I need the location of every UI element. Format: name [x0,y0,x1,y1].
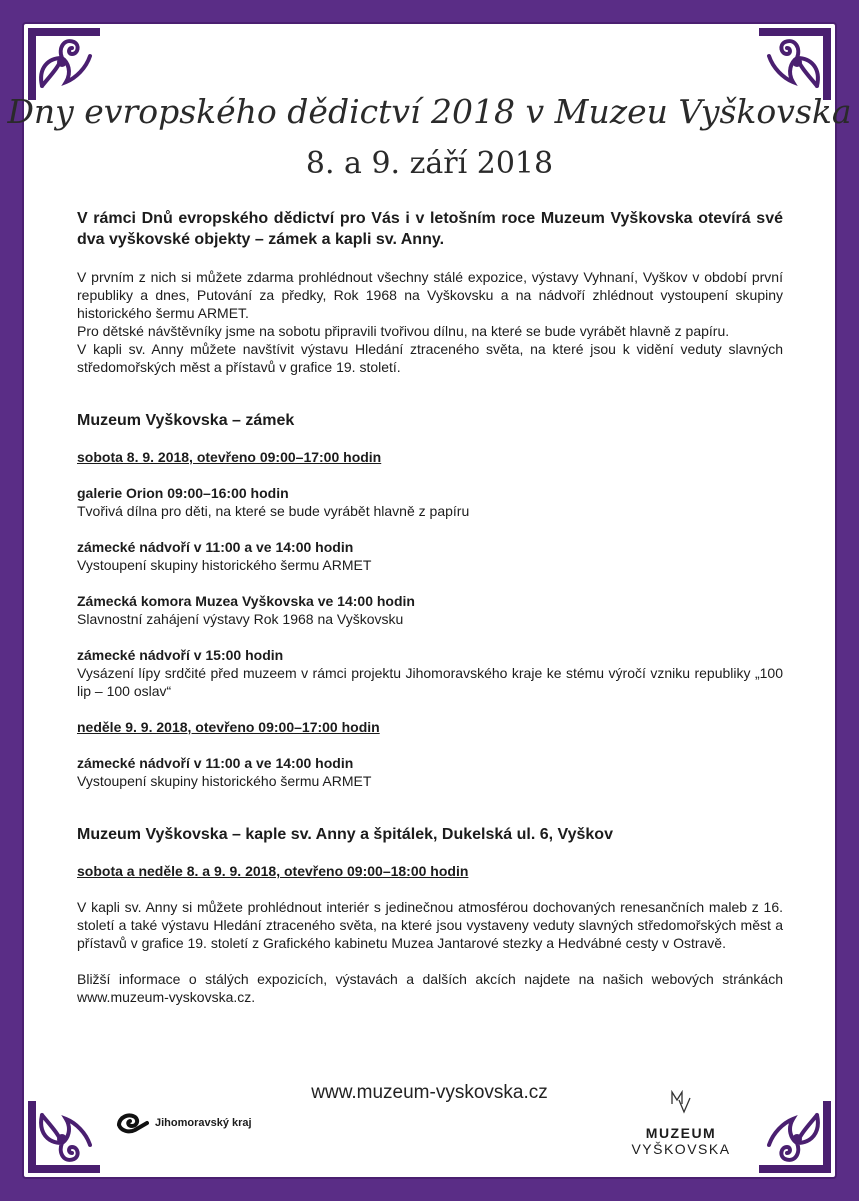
fleur-de-lis-corner-icon [759,1101,831,1173]
event-desc: Vystoupení skupiny historického šermu ARMET [77,773,372,789]
muzeum-vyskovska-logo [606,1090,756,1157]
event-time: zámecké nádvoří v 11:00 a ve 14:00 hodin [77,755,354,771]
event-time: galerie Orion 09:00–16:00 hodin [77,485,289,501]
logo-text: MUZEUM VYŠKOVSKA [631,1125,731,1157]
event-dates: 8. a 9. září 2018 [305,146,554,181]
fleur-de-lis-corner-icon [759,28,831,100]
event-desc: Vystoupení skupiny historického šermu ARMET [77,557,372,573]
page-title: Dny evropského dědictví 2018 v Muzeu Vyškovska [7,92,852,131]
event-desc: Vysázení lípy srdčité před muzeem v rámci projektu Jihomoravského kraje ke stému výročí vzniku republiky „100 lip – 100 oslav“ [77,665,783,699]
event-item [77,754,783,790]
event-time: zámecké nádvoří v 11:00 a ve 14:00 hodin [77,539,354,555]
section-title-zamek: Muzeum Vyškovska – zámek [77,412,295,429]
paragraph: V prvním z nich si můžete zdarma prohlédnout všechny stálé expozice, výstavy Vyhnaní, Vyškov v období první republiky a dnes, Putování za předky, Rok 1968 na Vyškovsku a na nádvoří zhlédnout vystoupení skupiny historického šermu ARMET. [77,269,783,321]
muzeum-vyskovska-monogram-icon [670,1090,692,1114]
date-sunday: neděle 9. 9. 2018, otevřeno 09:00–17:00 hodin [77,719,380,735]
paragraph: Pro dětské návštěvníky jsme na sobotu připravili tvořivou dílnu, na které se bude vyrábět hlavně z papíru. [77,323,730,339]
jihomoravsky-kraj-logo [115,1111,252,1135]
date-saturday: sobota 8. 9. 2018, otevřeno 09:00–17:00 hodin [77,449,382,465]
fleur-de-lis-corner-icon [28,28,100,100]
event-item [77,646,783,700]
jihomoravsky-kraj-logo-icon [115,1111,149,1135]
fleur-de-lis-corner-icon [28,1101,100,1173]
section-title-kaple: Muzeum Vyškovska – kaple sv. Anny a špitálek, Dukelská ul. 6, Vyškov [77,826,613,843]
event-time: Zámecká komora Muzea Vyškovska ve 14:00 hodin [77,593,415,609]
event-item [77,484,783,520]
info-text: Bližší informace o stálých expozicích, výstavách a dalších akcích najdete na našich webových stránkách www.muzeum-vyskovska.cz. [77,971,783,1005]
event-item [77,592,783,628]
intro-text: V rámci Dnů evropského dědictví pro Vás i v letošním roce Muzeum Vyškovska otevírá své dva vyškovské objekty – zámek a kapli sv. Anny. [77,210,783,248]
event-desc: Tvořivá dílna pro děti, na které se bude vyrábět hlavně z papíru [77,503,470,519]
event-time: zámecké nádvoří v 15:00 hodin [77,647,284,663]
event-desc: Slavnostní zahájení výstavy Rok 1968 na Vyškovsku [77,611,404,627]
paragraph: V kapli sv. Anny můžete navštívit výstavu Hledání ztraceného světa, na které jsou k vidění veduty slavných středomořských měst a přístavů v grafice 19. století. [77,341,783,375]
kaple-text: V kapli sv. Anny si můžete prohlédnout interiér s jedinečnou atmosférou dochovaných renesančních maleb z 16. století a také výstavu Hledání ztraceného světa, na které jsou vystaveny veduty slavných středomořských měst a přístavů v grafice 19. století z Grafického kabinetu Muzea Jantarové stezky a Hedvábné cesty v Ostravě. [77,899,783,951]
website-url[interactable]: www.muzeum-vyskovska.cz [311,1082,548,1103]
content [77,208,783,1006]
logo-label: Jihomoravský kraj [155,1117,252,1129]
intro-paragraphs [77,268,783,376]
event-item [77,538,783,574]
date-kaple: sobota a neděle 8. a 9. 9. 2018, otevřeno 09:00–18:00 hodin [77,863,469,879]
